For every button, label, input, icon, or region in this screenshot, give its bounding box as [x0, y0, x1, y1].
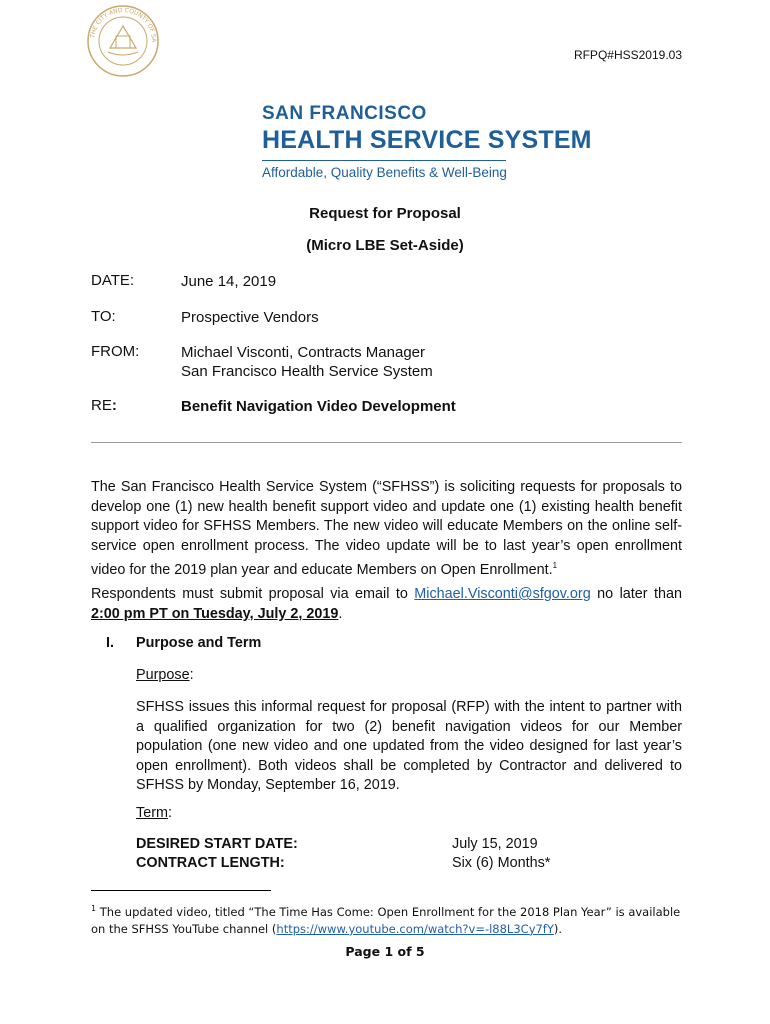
purpose-colon: : — [189, 667, 194, 683]
hss-logo — [262, 103, 592, 180]
email-link[interactable]: Michael.Visconti@sfgov.org — [414, 586, 591, 602]
re-value: Benefit Navigation Video Development — [181, 398, 456, 415]
logo-line-2: HEALTH SERVICE SYSTEM — [262, 126, 592, 154]
city-seal — [86, 4, 160, 78]
purpose-label: Purpose — [136, 667, 190, 683]
from-name: Michael Visconti, Contracts Manager — [181, 344, 425, 361]
date-label: DATE: — [91, 272, 135, 289]
from-label: FROM: — [91, 343, 140, 360]
footnote-ref[interactable]: 1 — [552, 561, 558, 571]
footnote-end: ). — [553, 921, 563, 936]
to-label: TO: — [91, 308, 116, 325]
from-value — [181, 343, 433, 381]
submission-middle: no later than — [590, 586, 682, 602]
submission-before: Respondents must submit proposal via email to — [91, 586, 415, 602]
logo-divider — [262, 160, 506, 161]
to-value: Prospective Vendors — [181, 309, 319, 326]
footnote-number: 1 — [91, 904, 97, 913]
submission-after: . — [338, 605, 343, 622]
footnote — [91, 900, 691, 938]
intro-text: The San Francisco Health Service System (“SFHSS”) is soliciting requests for proposals to develop one (1) new health benefit support video and update one (1) existing health benefit support video for SFHSS Members. The new video will educate Members on the online self-service open enrollment process. The video update will be to last year’s open enrollment video for the 2019 plan year and educate Members on Open Enrollment. — [91, 479, 682, 579]
document-id: RFPQ#HSS2019.03 — [573, 48, 682, 62]
purpose-paragraph: SFHSS issues this informal request for proposal (RFP) with the intent to partner with a qualified organization for two (2) benefit navigation videos for our Member population (one new video and one updated from the video designed for last year’s open enrollment). Both videos shall be completed by Contractor and delivered to SFHSS by Monday, September 16, 2019. — [136, 699, 682, 794]
contract-length-value: Six (6) Months* — [452, 855, 551, 871]
start-date-label: DESIRED START DATE: — [136, 836, 298, 852]
term-label: Term — [136, 805, 168, 821]
footnote-divider — [91, 890, 271, 891]
doc-subtitle: (Micro LBE Set-Aside) — [306, 237, 464, 254]
purpose-heading — [136, 667, 194, 683]
logo-line-1: SAN FRANCISCO — [262, 103, 427, 124]
section-heading: Purpose and Term — [136, 635, 262, 651]
memo-divider — [91, 442, 682, 443]
footnote-text: The updated video, titled “The Time Has Come: Open Enrollment for the 2018 Plan Year” is available on the SFHSS YouTube channel ( — [91, 904, 681, 936]
from-org: San Francisco Health Service System — [181, 363, 433, 380]
re-label — [91, 397, 117, 414]
svg-text:THE CITY AND COUNTY OF SAN FRA: THE CITY AND COUNTY OF SA — [89, 6, 158, 43]
intro-paragraph — [91, 478, 682, 581]
submission-paragraph — [91, 585, 682, 624]
term-heading — [136, 805, 172, 821]
logo-tagline: Affordable, Quality Benefits & Well-Being — [262, 165, 507, 180]
re-label-colon: : — [111, 397, 117, 414]
section-numeral: I. — [106, 635, 114, 651]
youtube-link[interactable]: https://www.youtube.com/watch?v=-l88L3Cy7fY — [276, 921, 554, 936]
re-label-text: RE — [91, 397, 112, 414]
start-date-value: July 15, 2019 — [452, 836, 538, 852]
term-colon: : — [167, 805, 172, 821]
contract-length-label: CONTRACT LENGTH: — [136, 855, 285, 871]
page-number: Page 1 of 5 — [345, 944, 425, 959]
doc-title: Request for Proposal — [309, 205, 461, 222]
date-value: June 14, 2019 — [181, 273, 277, 290]
submission-deadline: 2:00 pm PT on Tuesday, July 2, 2019 — [91, 605, 339, 622]
